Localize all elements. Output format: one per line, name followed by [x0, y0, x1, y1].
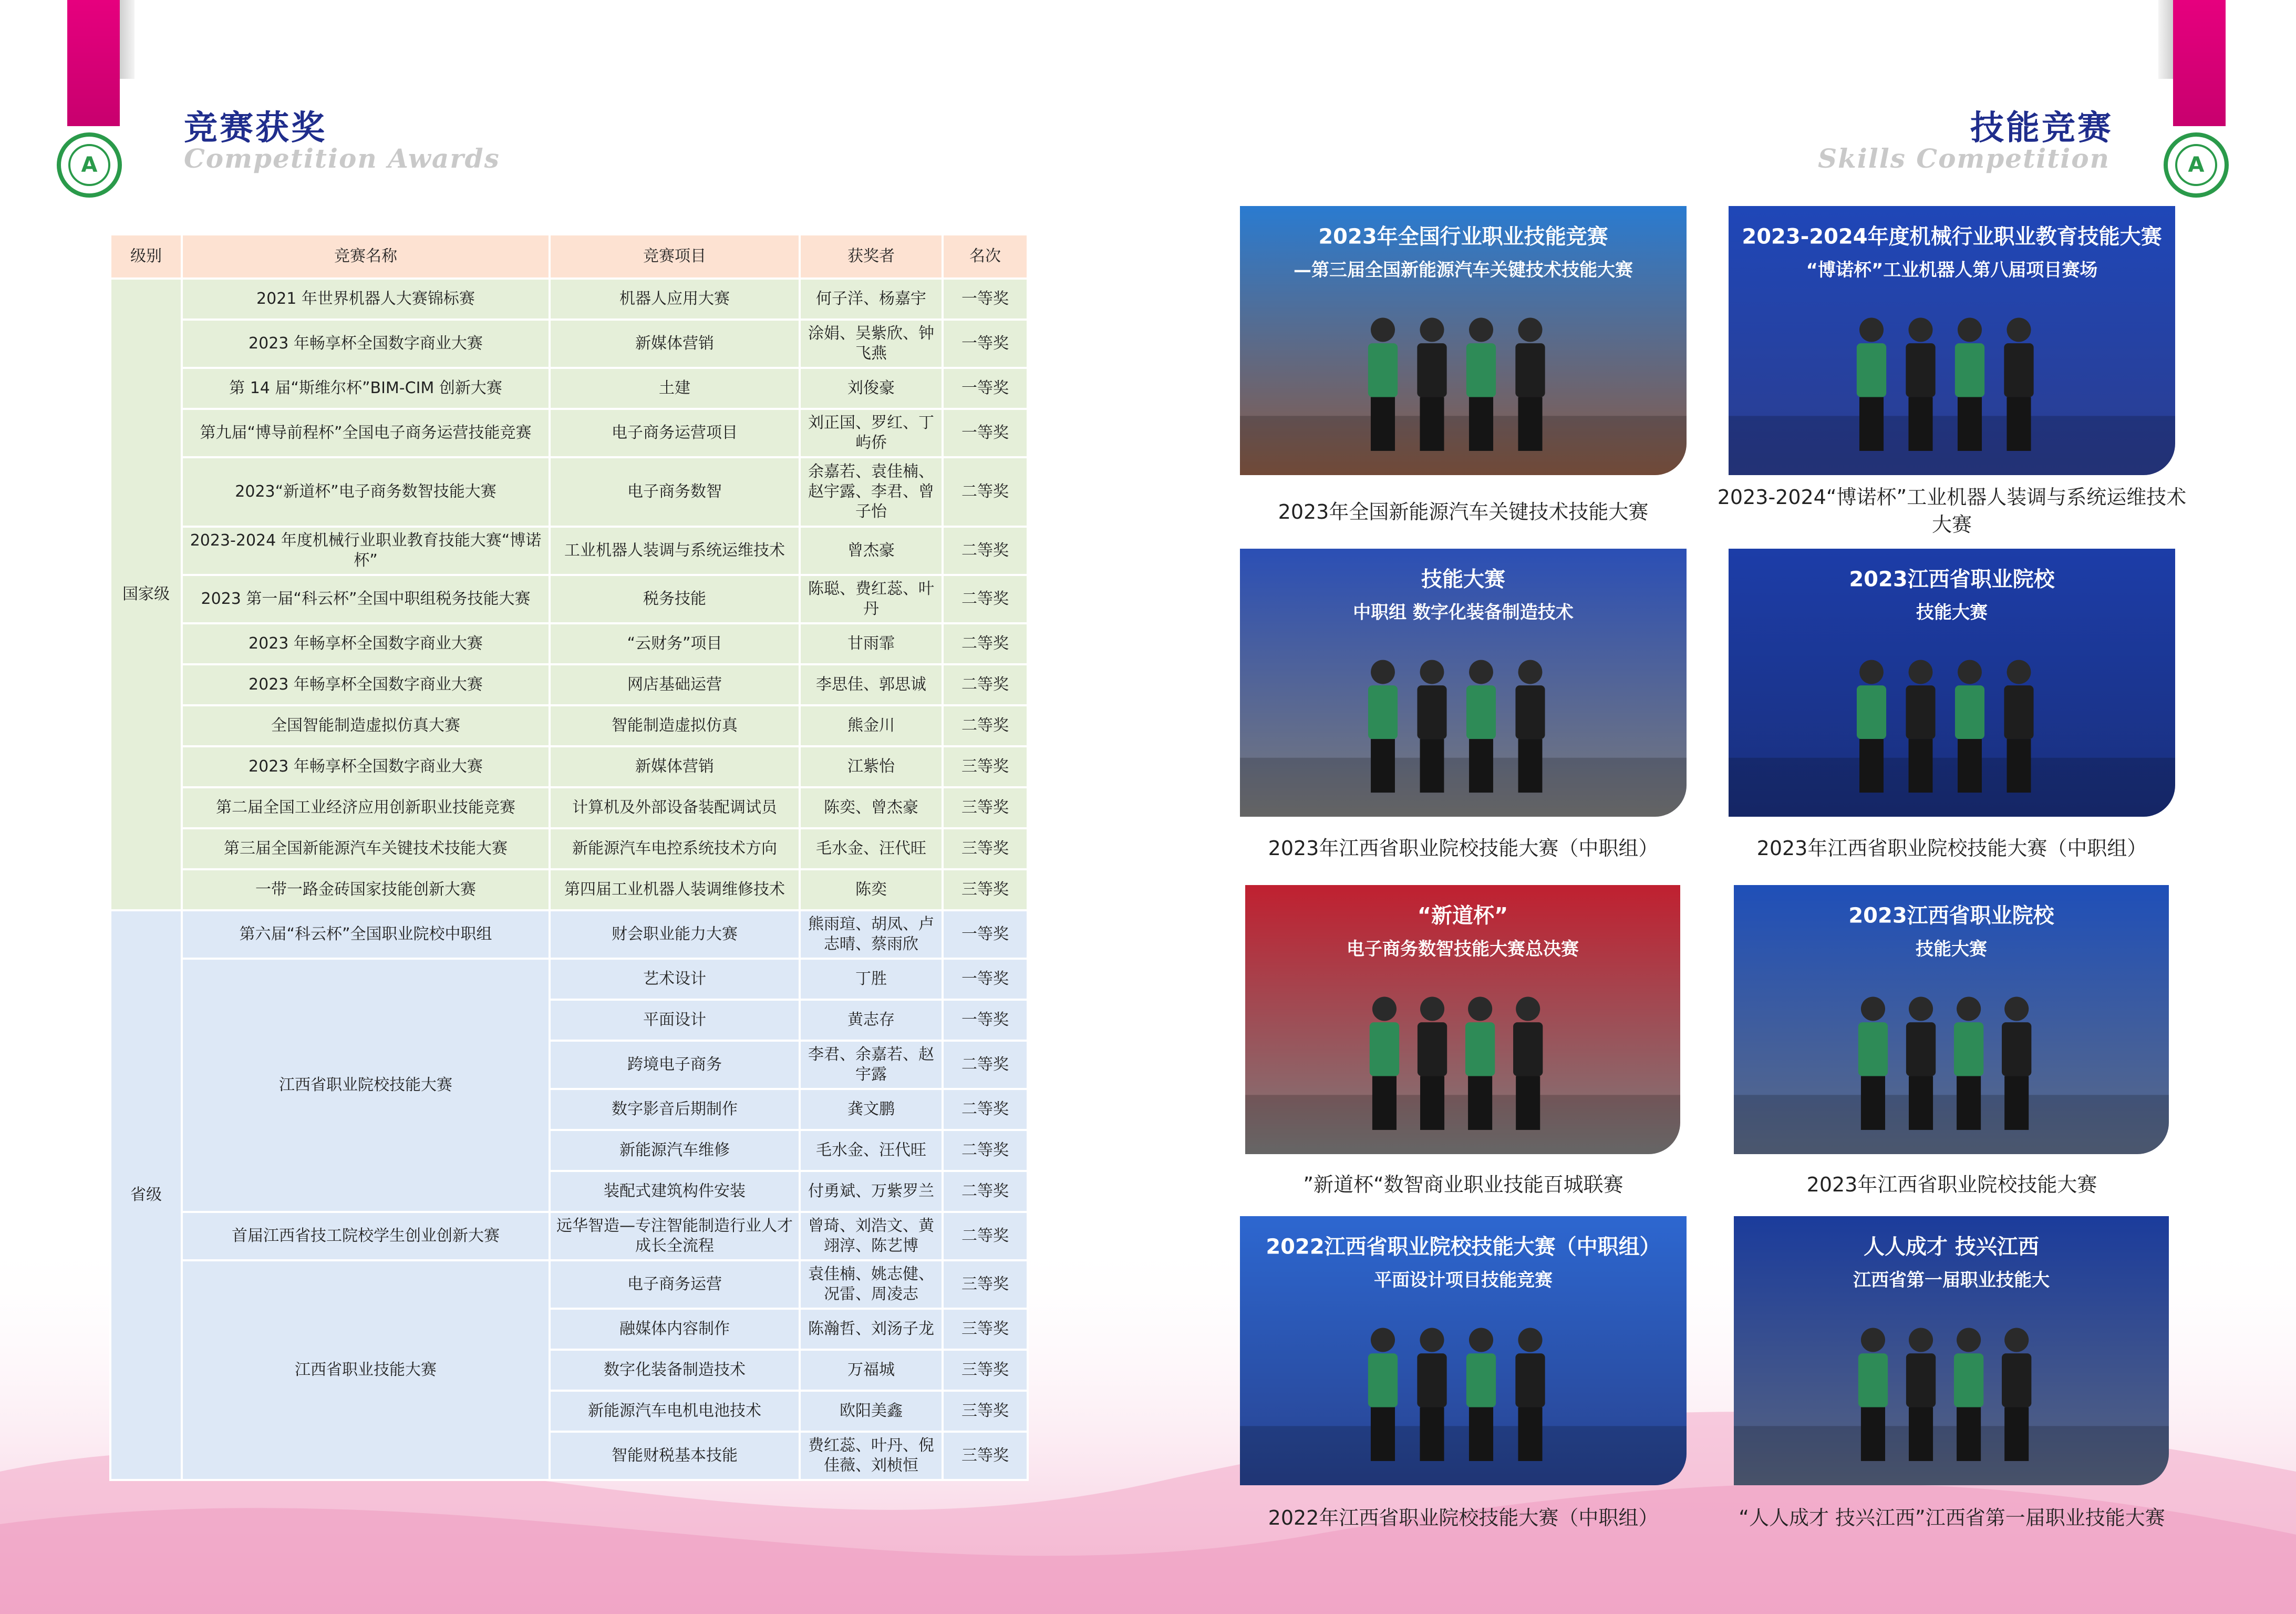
competition-name-cell: 江西省职业院校技能大赛 [182, 959, 550, 1212]
table-row [110, 664, 1028, 705]
competition-project-cell: 财会职业能力大赛 [550, 910, 800, 959]
photo-caption: 2023-2024“博诺杯”工业机器人装调与系统运维技术大赛 [1717, 486, 2187, 536]
rank-cell: 三等奖 [943, 1391, 1028, 1432]
rank-cell: 三等奖 [943, 869, 1028, 910]
photo-caption: 2023年江西省职业院校技能大赛（中职组） [1268, 837, 1659, 860]
winners-cell: 甘雨霏 [800, 623, 943, 664]
competition-project-cell: 电子商务运营 [550, 1260, 800, 1309]
competition-name-cell: 首届江西省技工院校学生创业创新大赛 [182, 1212, 550, 1260]
table-row [110, 1260, 1028, 1309]
photo-caption: 2022年江西省职业院校技能大赛（中职组） [1268, 1506, 1659, 1529]
level-cell-national: 国家级 [110, 279, 182, 910]
winners-cell: 丁胜 [800, 959, 943, 1000]
winners-cell: 刘正国、罗红、丁屿侨 [800, 409, 943, 457]
rank-cell: 二等奖 [943, 527, 1028, 575]
rank-cell: 三等奖 [943, 787, 1028, 828]
column-header: 竞赛名称 [182, 234, 550, 279]
winners-cell: 江紫怡 [800, 746, 943, 787]
competition-project-cell: 数字化装备制造技术 [550, 1350, 800, 1391]
table-row [110, 409, 1028, 457]
competition-project-cell: 电子商务数智 [550, 457, 800, 527]
competition-project-cell: “云财务”项目 [550, 623, 800, 664]
table-row [110, 1212, 1028, 1260]
competition-project-cell: 工业机器人装调与系统运维技术 [550, 527, 800, 575]
rank-cell: 二等奖 [943, 575, 1028, 623]
column-header: 级别 [110, 234, 182, 279]
competition-photo [1734, 885, 2169, 1154]
competition-project-cell: 新能源汽车电机电池技术 [550, 1391, 800, 1432]
right-section-title: 技能竞赛 [1970, 109, 2113, 148]
winners-cell: 龚文鹏 [800, 1089, 943, 1130]
rank-cell: 三等奖 [943, 1432, 1028, 1480]
photo-banner-text: 2023-2024年度机械行业职业教育技能大赛 [1742, 224, 2162, 249]
table-row [110, 910, 1028, 959]
rank-cell: 一等奖 [943, 279, 1028, 320]
right-ribbon [2173, 0, 2226, 126]
column-header: 竞赛项目 [550, 234, 800, 279]
photo-banner-text: 平面设计项目技能竞赛 [1374, 1270, 1553, 1291]
competition-project-cell: 跨境电子商务 [550, 1041, 800, 1089]
rank-cell: 二等奖 [943, 623, 1028, 664]
table-row [110, 828, 1028, 869]
competition-project-cell: 智能财税基本技能 [550, 1432, 800, 1480]
table-row [110, 279, 1028, 320]
competition-project-cell: 艺术设计 [550, 959, 800, 1000]
right-fold [2158, 0, 2173, 79]
photo-caption: ”新道杯“数智商业职业技能百城联赛 [1303, 1173, 1623, 1196]
table-row [110, 705, 1028, 746]
competition-name-cell: 2021 年世界机器人大赛锦标赛 [182, 279, 550, 320]
winners-cell: 何子洋、杨嘉宇 [800, 279, 943, 320]
winners-cell: 费红蕊、叶丹、倪佳薇、刘桢恒 [800, 1432, 943, 1480]
competition-name-cell: 2023 年畅享杯全国数字商业大赛 [182, 623, 550, 664]
winners-cell: 欧阳美鑫 [800, 1391, 943, 1432]
competition-photo [1729, 206, 2175, 475]
competition-project-cell: 数字影音后期制作 [550, 1089, 800, 1130]
competition-photo [1245, 885, 1680, 1154]
competition-project-cell: 融媒体内容制作 [550, 1309, 800, 1350]
competition-name-cell: 第九届“博导前程杯”全国电子商务运营技能竞赛 [182, 409, 550, 457]
rank-cell: 二等奖 [943, 705, 1028, 746]
photo-banner-text: 技能大赛 [1916, 939, 1987, 960]
winners-cell: 陈聪、费红蕊、叶丹 [800, 575, 943, 623]
photo-banner-text: 江西省第一届职业技能大 [1853, 1270, 2050, 1291]
photo-banner-text: 技能大赛 [1916, 602, 1988, 623]
photo-banner-text: 中职组 数字化装备制造技术 [1353, 602, 1574, 623]
photo-banner-text: —第三届全国新能源汽车关键技术技能大赛 [1294, 260, 1633, 281]
rank-cell: 一等奖 [943, 910, 1028, 959]
column-header: 名次 [943, 234, 1028, 279]
rank-cell: 二等奖 [943, 1171, 1028, 1212]
photo-banner-text: 人人成才 技兴江西 [1864, 1235, 2039, 1259]
left-ribbon [67, 0, 120, 126]
rank-cell: 三等奖 [943, 1309, 1028, 1350]
winners-cell: 袁佳楠、姚志健、况雷、周凌志 [800, 1260, 943, 1309]
competition-project-cell: 新能源汽车电控系统技术方向 [550, 828, 800, 869]
competition-photo [1240, 549, 1687, 817]
competition-project-cell: 电子商务运营项目 [550, 409, 800, 457]
winners-cell: 涂娟、吴紫欣、钟飞燕 [800, 320, 943, 368]
level-cell-provincial: 省级 [110, 910, 182, 1480]
rank-cell: 一等奖 [943, 320, 1028, 368]
table-header-row [110, 234, 1028, 279]
competition-project-cell: 装配式建筑构件安装 [550, 1171, 800, 1212]
competition-photo [1240, 206, 1687, 475]
photo-banner-text: 2023江西省职业院校 [1849, 567, 2055, 592]
competition-project-cell: 土建 [550, 368, 800, 409]
rank-cell: 三等奖 [943, 746, 1028, 787]
winners-cell: 毛水金、汪代旺 [800, 1130, 943, 1171]
competition-project-cell: 机器人应用大赛 [550, 279, 800, 320]
photo-caption: 2023年江西省职业院校技能大赛（中职组） [1756, 837, 2147, 860]
competition-name-cell: 江西省职业技能大赛 [182, 1260, 550, 1480]
winners-cell: 李思佳、郭思诚 [800, 664, 943, 705]
rank-cell: 一等奖 [943, 959, 1028, 1000]
winners-cell: 万福城 [800, 1350, 943, 1391]
photo-caption: “人人成才 技兴江西”江西省第一届职业技能大赛 [1739, 1506, 2165, 1529]
table-row [110, 746, 1028, 787]
left-fold [120, 0, 135, 79]
photo-banner-text: 2023年全国行业职业技能竞赛 [1318, 224, 1608, 249]
photo-banner-text: “博诺杯”工业机器人第八届项目赛场 [1806, 260, 2098, 281]
competition-project-cell: 税务技能 [550, 575, 800, 623]
competition-name-cell: 2023 第一届“科云杯”全国中职组税务技能大赛 [182, 575, 550, 623]
table-row [110, 623, 1028, 664]
photo-banner-text: 电子商务数智技能大赛总决赛 [1347, 939, 1579, 960]
winners-cell: 李君、余嘉若、赵宇露 [800, 1041, 943, 1089]
table-row [110, 527, 1028, 575]
rank-cell: 三等奖 [943, 1350, 1028, 1391]
winners-cell: 毛水金、汪代旺 [800, 828, 943, 869]
photo-banner-text: 2022江西省职业院校技能大赛（中职组） [1266, 1235, 1661, 1259]
photo-banner-text: 技能大赛 [1421, 567, 1505, 592]
winners-cell: 刘俊豪 [800, 368, 943, 409]
competition-project-cell: 网店基础运营 [550, 664, 800, 705]
winners-cell: 余嘉若、袁佳楠、赵宇露、李君、曾子怡 [800, 457, 943, 527]
winners-cell: 付勇斌、万紫罗兰 [800, 1171, 943, 1212]
competition-project-cell: 新媒体营销 [550, 320, 800, 368]
competition-name-cell: 2023“新道杯”电子商务数智技能大赛 [182, 457, 550, 527]
winners-cell: 陈奕 [800, 869, 943, 910]
competition-name-cell: 2023 年畅享杯全国数字商业大赛 [182, 320, 550, 368]
right-section-subtitle: Skills Competition [1818, 143, 2110, 174]
competition-project-cell: 平面设计 [550, 1000, 800, 1041]
rank-cell: 二等奖 [943, 664, 1028, 705]
winners-cell: 陈奕、曾杰豪 [800, 787, 943, 828]
rank-cell: 一等奖 [943, 1000, 1028, 1041]
left-section-title: 竞赛获奖 [184, 109, 327, 148]
rank-cell: 一等奖 [943, 409, 1028, 457]
competition-name-cell: 2023 年畅享杯全国数字商业大赛 [182, 746, 550, 787]
competition-photo [1734, 1216, 2169, 1485]
rank-cell: 二等奖 [943, 1130, 1028, 1171]
winners-cell: 熊雨瑄、胡凤、卢志晴、蔡雨欣 [800, 910, 943, 959]
awards-table [109, 233, 1029, 1481]
photo-banner-text: 2023江西省职业院校 [1848, 903, 2054, 928]
table-row [110, 959, 1028, 1000]
rank-cell: 二等奖 [943, 1212, 1028, 1260]
competition-name-cell: 第 14 届“斯维尔杯”BIM-CIM 创新大赛 [182, 368, 550, 409]
competition-name-cell: 第二届全国工业经济应用创新职业技能竞赛 [182, 787, 550, 828]
rank-cell: 三等奖 [943, 828, 1028, 869]
competition-name-cell: 第六届“科云杯”全国职业院校中职组 [182, 910, 550, 959]
rank-cell: 二等奖 [943, 1089, 1028, 1130]
left-section-subtitle: Competition Awards [184, 143, 500, 174]
winners-cell: 曾琦、刘浩文、黄翊淳、陈艺博 [800, 1212, 943, 1260]
photo-banner-text: “新道杯” [1417, 903, 1508, 928]
winners-cell: 熊金川 [800, 705, 943, 746]
competition-name-cell: 2023-2024 年度机械行业职业教育技能大赛“博诺杯” [182, 527, 550, 575]
competition-photo [1729, 549, 2175, 817]
competition-project-cell: 新能源汽车维修 [550, 1130, 800, 1171]
table-row [110, 787, 1028, 828]
rank-cell: 二等奖 [943, 457, 1028, 527]
competition-name-cell: 全国智能制造虚拟仿真大赛 [182, 705, 550, 746]
photo-caption: 2023年江西省职业院校技能大赛 [1806, 1173, 2097, 1196]
winners-cell: 黄志存 [800, 1000, 943, 1041]
competition-project-cell: 新媒体营销 [550, 746, 800, 787]
winners-cell: 陈瀚哲、刘汤子龙 [800, 1309, 943, 1350]
school-logo-icon: A [2164, 132, 2229, 198]
competition-name-cell: 一带一路金砖国家技能创新大赛 [182, 869, 550, 910]
table-row [110, 869, 1028, 910]
photo-caption: 2023年全国新能源汽车关键技术技能大赛 [1278, 500, 1649, 523]
competition-name-cell: 第三届全国新能源汽车关键技术技能大赛 [182, 828, 550, 869]
rank-cell: 三等奖 [943, 1260, 1028, 1309]
competition-project-cell: 智能制造虚拟仿真 [550, 705, 800, 746]
table-row [110, 575, 1028, 623]
competition-project-cell: 计算机及外部设备装配调试员 [550, 787, 800, 828]
competition-name-cell: 2023 年畅享杯全国数字商业大赛 [182, 664, 550, 705]
table-row [110, 457, 1028, 527]
rank-cell: 二等奖 [943, 1041, 1028, 1089]
table-row [110, 320, 1028, 368]
rank-cell: 一等奖 [943, 368, 1028, 409]
winners-cell: 曾杰豪 [800, 527, 943, 575]
table-row [110, 368, 1028, 409]
competition-project-cell: 远华智造—专注智能制造行业人才成长全流程 [550, 1212, 800, 1260]
competition-project-cell: 第四届工业机器人装调维修技术 [550, 869, 800, 910]
competition-photo [1240, 1216, 1687, 1485]
column-header: 获奖者 [800, 234, 943, 279]
school-logo-icon: A [57, 132, 122, 198]
